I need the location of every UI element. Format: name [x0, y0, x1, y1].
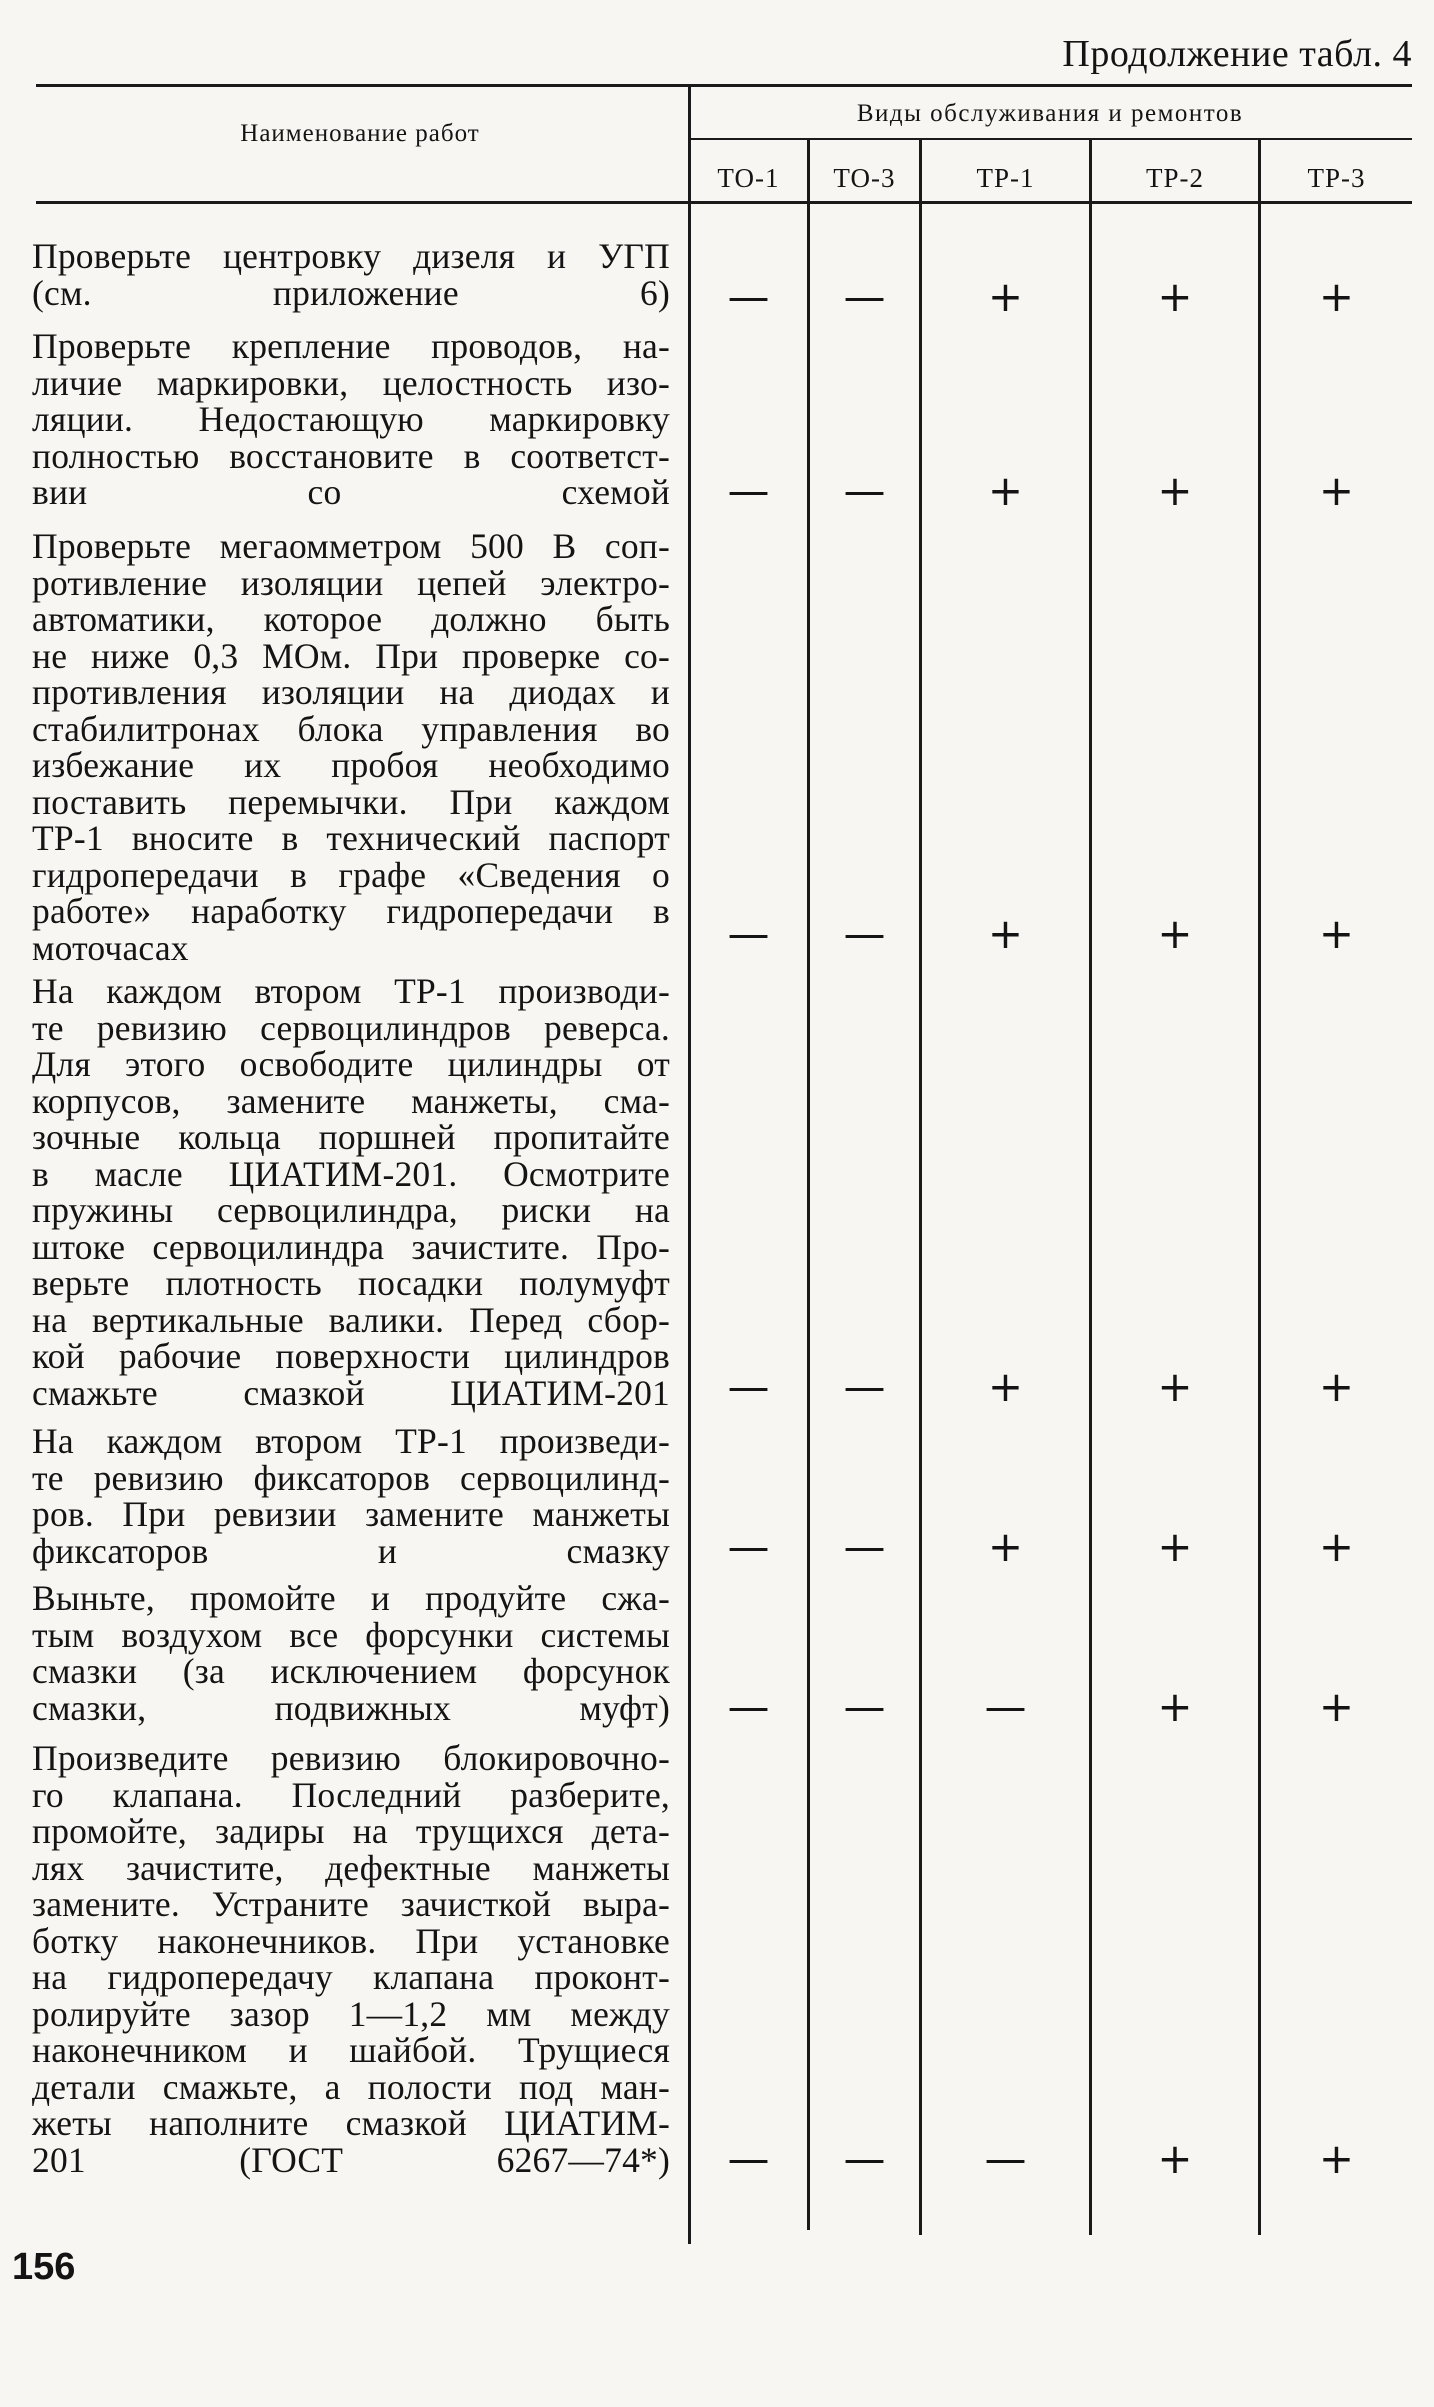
table-continuation-label: Продолжение табл. 4: [1062, 33, 1412, 75]
service-mark-тр-2: +: [1157, 1522, 1193, 1571]
column-header-то-1: ТО-1: [717, 163, 780, 193]
service-mark-тр-1: —: [984, 2134, 1027, 2183]
service-mark-тр-1: —: [984, 1682, 1027, 1731]
service-mark-тр-3: +: [1318, 466, 1355, 515]
column-header-тр-1: ТР-1: [976, 163, 1035, 193]
column-divider: [1258, 140, 1261, 2235]
service-mark-тр-1: +: [987, 1362, 1024, 1411]
service-mark-то-3: —: [843, 466, 886, 515]
table-top-rule: [36, 84, 1412, 87]
column-header-то-3: ТО-3: [833, 163, 896, 193]
service-mark-тр-3: +: [1318, 1362, 1355, 1411]
service-mark-тр-1: +: [987, 466, 1024, 515]
work-description: Произведите ревизию блокировочно- го клапана. Последний разберите, промойте, задиры на трущихся дета- лях зачистите, дефектные манжеты замените. Устраните зачисткой выра- ботку наконечников. При установке на гидропередачу клапана проконт- ролируйте зазор 1—1,2 мм между наконечником и шайбой. Трущиеся детали смажьте, а полости под ман- жеты наполните смазкой ЦИАТИМ- 201 (ГОСТ 6267—74*): [32, 1738, 670, 2180]
service-mark-тр-1: +: [987, 909, 1024, 958]
name-column-divider: [688, 84, 691, 2244]
service-mark-то-3: —: [843, 1682, 886, 1731]
service-mark-то-1: —: [727, 466, 770, 515]
service-mark-тр-2: +: [1157, 466, 1193, 515]
work-description: На каждом втором ТР-1 производи- те ревизию сервоцилиндров реверса. Для этого освободите цилиндры от корпусов, замените манжеты, сма- зочные кольца поршней пропитайте в масле ЦИАТИМ-201. Осмотрите пружины сервоцилиндра, риски на штоке сервоцилиндра зачистите. Про- верьте плотность посадки полумуфт на вертикальные валики. Перед сбор- кой рабочие поверхности цилиндров смажьте смазкой ЦИАТИМ-201: [32, 971, 670, 1413]
service-mark-то-3: —: [843, 909, 886, 958]
header-service-types: Виды обслуживания и ремонтов: [856, 100, 1244, 127]
service-mark-то-3: —: [843, 1362, 886, 1411]
service-mark-тр-2: +: [1157, 1682, 1193, 1731]
service-mark-тр-1: +: [987, 272, 1024, 321]
header-bottom-rule: [36, 201, 1412, 204]
work-description: Проверьте центровку дизеля и УГП (см. приложение 6): [32, 236, 670, 313]
service-mark-тр-3: +: [1318, 1682, 1355, 1731]
service-mark-то-3: —: [843, 2134, 886, 2183]
column-divider: [807, 140, 810, 2230]
service-mark-то-1: —: [727, 272, 770, 321]
service-mark-тр-2: +: [1157, 272, 1193, 321]
column-divider: [1089, 140, 1092, 2235]
service-mark-то-1: —: [727, 1362, 770, 1411]
work-description: На каждом втором ТР-1 произведи- те ревизию фиксаторов сервоцилинд- ров. При ревизии замените манжеты фиксаторов и смазку: [32, 1421, 670, 1571]
service-mark-то-3: —: [843, 272, 886, 321]
service-mark-то-1: —: [727, 1522, 770, 1571]
service-mark-то-3: —: [843, 1522, 886, 1571]
header-work-name: Наименование работ: [240, 120, 480, 147]
work-description: Проверьте крепление проводов, на- личие маркировки, целостность изо- ляции. Недостающую маркировку полностью восстановите в соответст- вии со схемой: [32, 326, 670, 512]
page-number: 156: [12, 2246, 76, 2288]
column-header-тр-3: ТР-3: [1307, 163, 1366, 193]
service-mark-тр-2: +: [1157, 2134, 1193, 2183]
service-mark-то-1: —: [727, 1682, 770, 1731]
header-group-rule: [690, 138, 1412, 140]
service-mark-тр-2: +: [1157, 909, 1193, 958]
work-description: Выньте, промойте и продуйте сжа- тым воздухом все форсунки системы смазки (за исключением форсунок смазки, подвижных муфт): [32, 1578, 670, 1728]
service-mark-тр-2: +: [1157, 1362, 1193, 1411]
service-mark-то-1: —: [727, 909, 770, 958]
column-header-тр-2: ТР-2: [1146, 163, 1204, 193]
work-description: Проверьте мегаомметром 500 В соп- ротивление изоляции цепей электро- автоматики, которое должно быть не ниже 0,3 МОм. При проверке со- противления изоляции на диодах и стабилитронах блока управления во избежание их пробоя необходимо поставить перемычки. При каждом ТР-1 вносите в технический паспорт гидропередачи в графе «Сведения о работе» наработку гидропередачи в моточасах: [32, 526, 670, 968]
service-mark-тр-3: +: [1318, 909, 1355, 958]
service-mark-тр-3: +: [1318, 272, 1355, 321]
column-divider: [919, 140, 922, 2235]
service-mark-тр-1: +: [987, 1522, 1024, 1571]
service-mark-то-1: —: [727, 2134, 770, 2183]
service-mark-тр-3: +: [1318, 1522, 1355, 1571]
service-mark-тр-3: +: [1318, 2134, 1355, 2183]
